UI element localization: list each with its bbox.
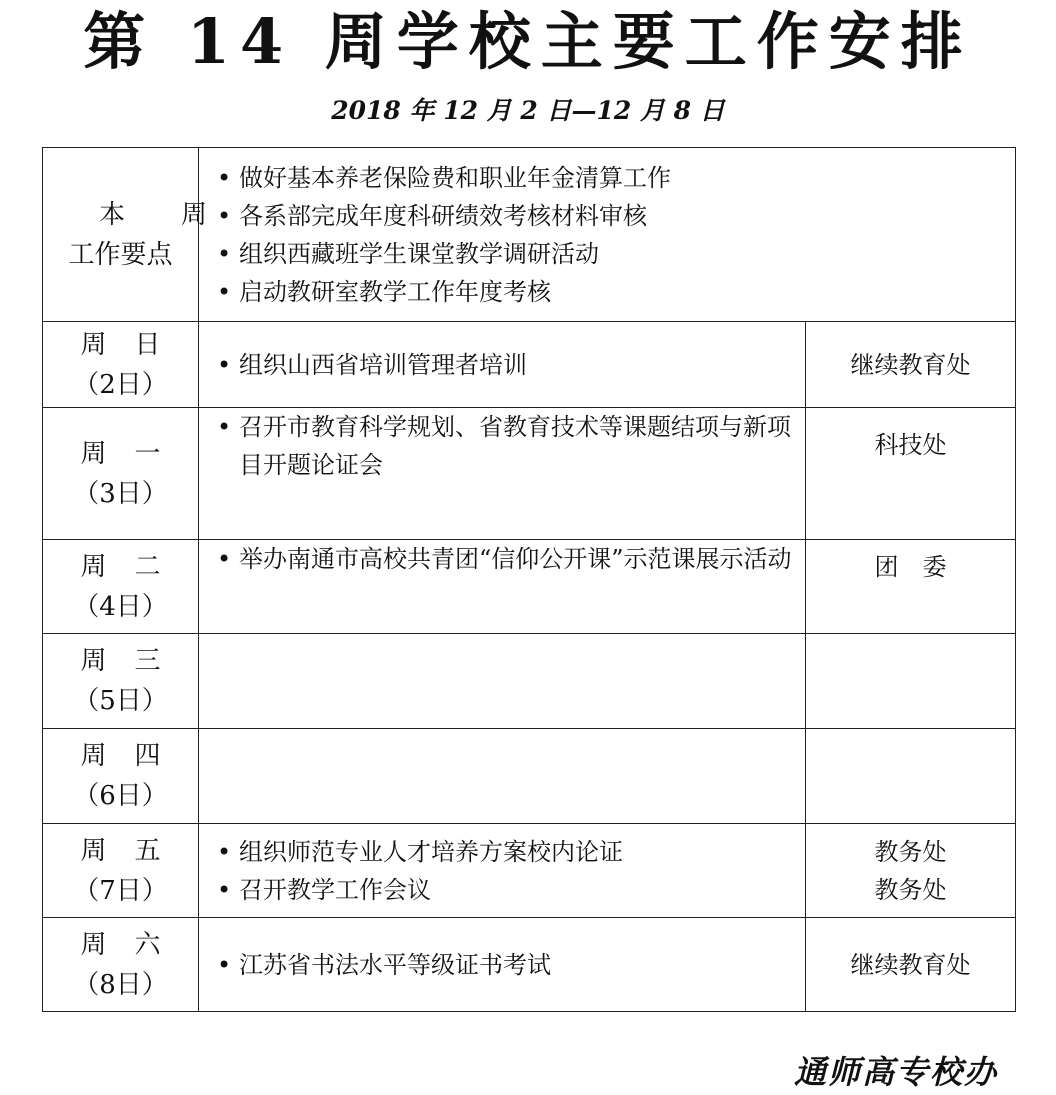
day-name: 周二 (80, 551, 189, 582)
key-points-list (199, 148, 1016, 322)
department-cell (806, 729, 1016, 824)
schedule-table (42, 147, 1016, 1012)
day-date: （7日） (73, 875, 168, 906)
day-name: 周日 (80, 329, 189, 360)
day-items (199, 540, 806, 634)
day-items (199, 322, 806, 408)
day-name: 周三 (80, 646, 189, 676)
department-cell (806, 408, 1016, 540)
key-points-label-line2: 工作要点 (68, 239, 173, 270)
key-points-label-line1: 本周 (99, 199, 264, 230)
day-row (43, 540, 1016, 634)
day-name: 周五 (80, 835, 189, 866)
key-point-item: • 启动教研室教学工作年度考核 (217, 273, 1007, 311)
department: 继续教育处 (850, 950, 971, 979)
key-points-row (43, 148, 1016, 322)
day-name: 周六 (80, 929, 189, 960)
day-date: （6日） (73, 781, 168, 811)
day-row (43, 322, 1016, 408)
day-cell (43, 918, 199, 1012)
day-row (43, 918, 1016, 1012)
day-date: （8日） (73, 969, 168, 1000)
day-items (199, 729, 806, 824)
department-cell (806, 824, 1016, 918)
day-date: （5日） (73, 686, 168, 716)
day-cell (43, 634, 199, 729)
day-date: （2日） (73, 369, 168, 400)
department: 科技处 (874, 431, 947, 459)
department-cell (806, 322, 1016, 408)
day-name: 周一 (80, 438, 189, 469)
schedule-item: • 召开教学工作会议 (217, 871, 797, 909)
schedule-item: • 召开市教育科学规划、省教育技术等课题结项与新项目开题论证会 (217, 408, 797, 484)
schedule-item: • 组织师范专业人才培养方案校内论证 (217, 833, 797, 871)
day-name: 周四 (80, 741, 189, 771)
key-point-item: • 各系部完成年度科研绩效考核材料审核 (217, 197, 1007, 235)
day-cell (43, 408, 199, 540)
page-title: 第 14 周学校主要工作安排 (83, 5, 973, 78)
department-cell (806, 540, 1016, 634)
day-date: （4日） (73, 591, 168, 622)
key-point-item: • 做好基本养老保险费和职业年金清算工作 (217, 159, 1007, 197)
day-items (199, 634, 806, 729)
day-items (199, 408, 806, 540)
schedule-item: • 组织山西省培训管理者培训 (217, 346, 797, 384)
key-point-item: • 组织西藏班学生课堂教学调研活动 (217, 235, 1007, 273)
day-cell (43, 824, 199, 918)
day-row (43, 729, 1016, 824)
day-date: （3日） (73, 478, 168, 509)
day-cell (43, 322, 199, 408)
day-row (43, 824, 1016, 918)
department: 教务处 (874, 875, 947, 904)
day-cell (43, 540, 199, 634)
schedule-item: • 举办南通市高校共青团“信仰公开课”示范课展示活动 (217, 540, 797, 578)
department: 团委 (874, 553, 971, 581)
day-items (199, 918, 806, 1012)
day-row (43, 408, 1016, 540)
department: 继续教育处 (850, 350, 971, 379)
schedule-item: • 江苏省书法水平等级证书考试 (217, 946, 797, 984)
department-cell (806, 918, 1016, 1012)
department-cell (806, 634, 1016, 729)
key-points-label (43, 148, 264, 322)
issuer-signature: 通师高专校办 (793, 1053, 998, 1091)
department: 教务处 (874, 837, 947, 866)
day-cell (43, 729, 199, 824)
date-range: 2018 年 12 月 2 日—12 月 8 日 (331, 96, 725, 125)
day-items (199, 824, 806, 918)
day-row (43, 634, 1016, 729)
